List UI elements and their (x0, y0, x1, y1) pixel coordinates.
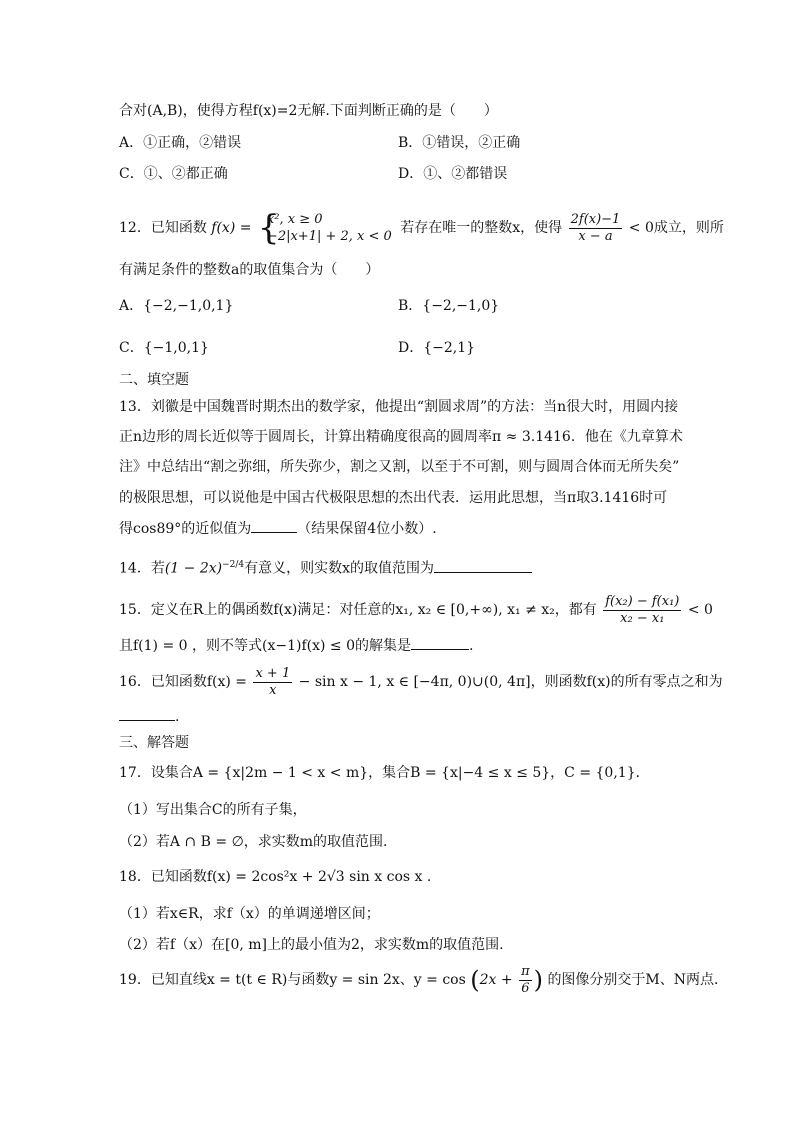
q12-stem (119, 210, 724, 246)
q11-stem-tail: 合对(A,B)，使得方程f(x)=2无解.下面判断正确的是（ ） (119, 103, 498, 119)
q14-stem (119, 555, 532, 579)
q15-tail: < 0 (687, 602, 713, 618)
q12-case-2: −2|x+1| + 2, x < 0 (266, 229, 392, 244)
q16-line-2 (119, 706, 179, 727)
q13-line-5 (119, 518, 437, 539)
q16-fraction (253, 666, 292, 699)
q19-stem (119, 962, 728, 998)
q17-part-1: （1）写出集合C的所有子集， (119, 802, 307, 818)
q15-frac-den: x₂ − x₁ (620, 610, 665, 626)
q17-part-2: （2）若A ∩ B = ∅，求实数m的取值范围. (119, 834, 388, 850)
q18-part-1: （1）若x∈R，求f（x）的单调递增区间； (119, 906, 380, 922)
brace-symbol: { (257, 208, 280, 248)
q13-answer-blank[interactable] (251, 518, 297, 533)
q12-option-c: C．{−1,0,1} (119, 340, 209, 356)
q14-b: 有意义，则实数x的取值范围为 (244, 560, 435, 577)
q14-answer-blank[interactable] (434, 558, 532, 573)
q16-line2-b: . (175, 709, 180, 725)
q19-a: 19．已知直线x = t(t ∈ R)与函数y = sin 2x、y = cos (119, 972, 466, 988)
q12-piecewise (257, 208, 392, 248)
q12-fraction (569, 212, 623, 245)
q19-frac-num: π (521, 963, 530, 979)
section-heading-solve: 三、解答题 (119, 735, 189, 751)
q13-line-3: 注》中总结出“割之弥细，所失弥少，割之又割，以至于不可割，则与圆周合体而无所失矣” (119, 459, 680, 475)
q12-prefix: 12．已知函数 (119, 220, 207, 236)
q13-line-1: 13．刘徽是中国魏晋时期杰出的数学家，他提出“割圆求周”的方法：当n很大时，用圆内接 (119, 399, 679, 415)
q15-stem (119, 592, 713, 628)
q11-option-a: A．①正确，②错误 (119, 135, 242, 151)
q19-b: 的图像分别交于M、N两点． (547, 972, 729, 988)
q12-stem-line2: 有满足条件的整数a的取值集合为（ ） (119, 262, 380, 278)
q11-option-d: D．①、②都错误 (398, 166, 508, 182)
q14-exponent: −2/4 (222, 560, 245, 570)
q12-option-b: B．{−2,−1,0} (398, 298, 500, 314)
q18-part-2: （2）若f（x）在[0, m]上的最小值为2，求实数m的取值范围. (119, 937, 504, 953)
q12-frac-num: 2f(x)−1 (570, 211, 621, 227)
q13-line-5-a: 得cos89°的近似值为 (119, 521, 252, 537)
q19-paren-open: ( (470, 966, 480, 994)
q11-option-b: B．①错误，②正确 (398, 135, 521, 151)
q13-line-5-b: （结果保留4位小数）. (297, 521, 437, 537)
section-heading-fill-in: 二、填空题 (119, 372, 189, 388)
q15-line2-b: . (469, 638, 474, 654)
q14-a: 14．若 (119, 560, 165, 577)
q12-fx: f(x) = (211, 220, 252, 236)
q13-line-4: 的极限思想，可以说他是中国古代极限思想的杰出代表．运用此思想，当π取3.1416时可 (119, 490, 668, 506)
q16-frac-num: x + 1 (255, 665, 291, 681)
q15-fraction (603, 594, 681, 627)
q15-line-2 (119, 635, 473, 656)
q15-a: 15．定义在R上的偶函数f(x)满足：对任意的x₁, x₂ ∈ [0,+∞), x₁ ≠ x₂，都有 (119, 602, 597, 618)
q12-option-d: D．{−2,1} (398, 340, 476, 356)
q12-frac-den: x − a (578, 228, 613, 244)
q18-stem: 18．已知函数f(x) = 2cos²x + 2√3 sin x cos x . (119, 869, 432, 885)
q17-stem: 17．设集合A = {x|2m − 1 < x < m}，集合B = {x|−4 ≤ x ≤ 5}，C = {0,1}． (119, 765, 650, 781)
q12-mid: 若存在唯一的整数x，使得 (400, 220, 563, 236)
q19-fraction (519, 964, 532, 997)
q19-frac-den: 6 (521, 980, 530, 996)
q15-answer-blank[interactable] (411, 635, 469, 650)
q16-stem (119, 664, 723, 700)
q12-tail: < 0成立，则所 (628, 220, 724, 236)
q12-case-1: x², x ≥ 0 (266, 212, 323, 227)
q15-line2-a: 且f(1) = 0 ，则不等式(x−1)f(x) ≤ 0的解集是 (119, 638, 411, 654)
q15-frac-num: f(x₂) − f(x₁) (605, 593, 680, 609)
q13-line-2: 正n边形的周长近似等于圆周长，计算出精确度很高的圆周率π ≈ 3.1416．他在《九章算术 (119, 429, 683, 445)
q16-b: − sin x − 1, x ∈ [−4π, 0)∪(0, 4π]，则函数f(x)的所有零点之和为 (298, 674, 723, 690)
q19-paren-close: ) (533, 966, 543, 994)
q11-option-c: C．①、②都正确 (119, 166, 228, 182)
q16-answer-blank[interactable] (119, 706, 175, 721)
q14-base: (1 − 2x) (164, 560, 223, 577)
q16-a: 16．已知函数f(x) = (119, 674, 247, 690)
q16-frac-den: x (269, 682, 277, 698)
q19-inner: 2x + (479, 972, 513, 988)
q12-option-a: A．{−2,−1,0,1} (119, 298, 234, 314)
